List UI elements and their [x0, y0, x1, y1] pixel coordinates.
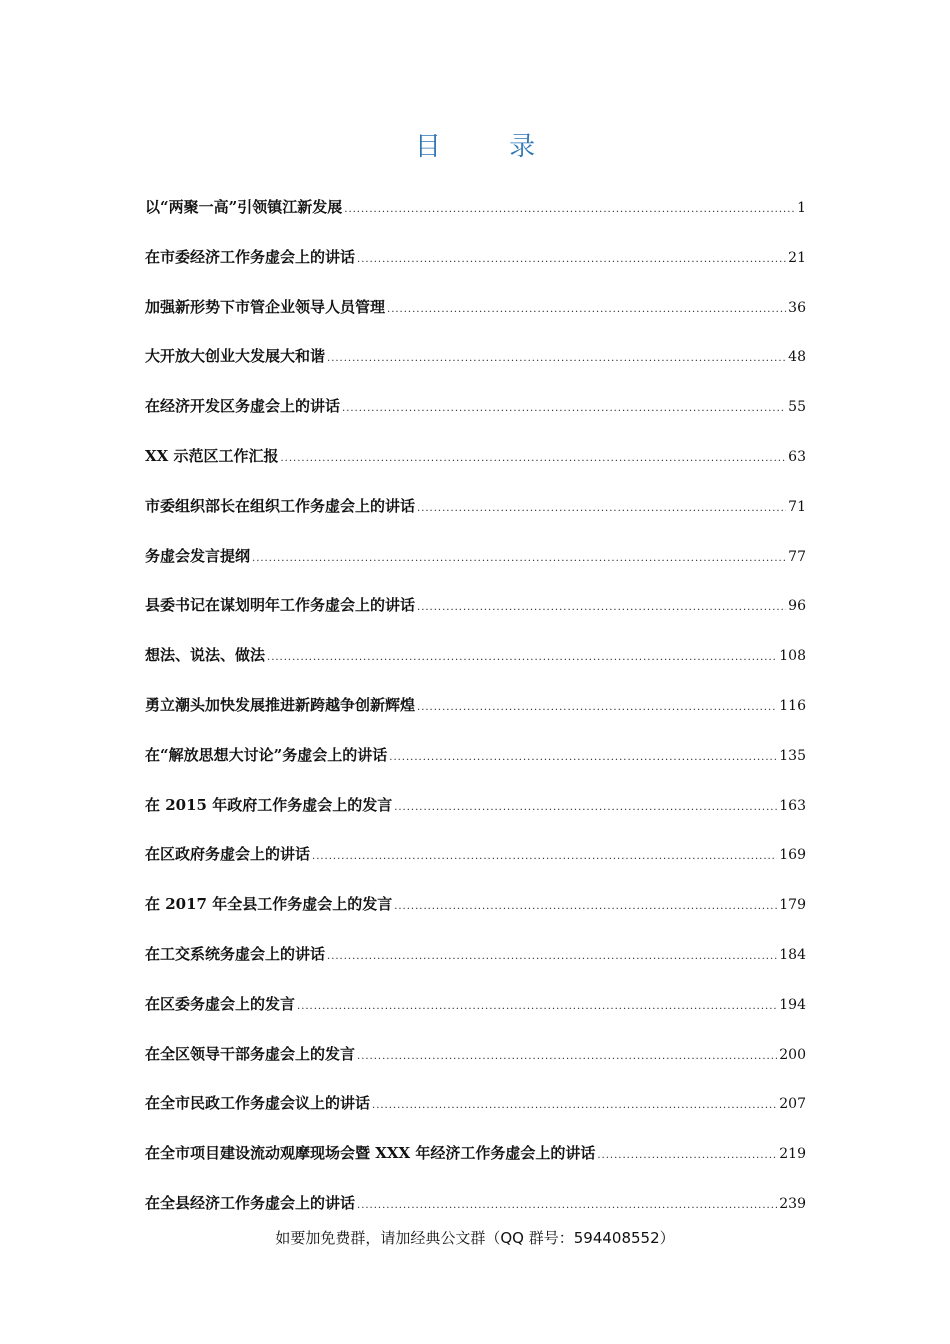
toc-entry-page: 194: [779, 996, 806, 1013]
toc-entry-page: 108: [779, 648, 806, 665]
toc-entry[interactable]: [145, 893, 806, 943]
toc-entry[interactable]: [145, 644, 806, 694]
toc-entry-page: 48: [788, 349, 806, 366]
toc-entry-page: 36: [788, 299, 806, 316]
toc-entry-page: 55: [788, 399, 806, 416]
toc-entry-label: 大开放大创业大发展大和谐: [145, 347, 326, 366]
toc-leader-dots: [281, 453, 787, 464]
toc-leader-dots: [394, 901, 777, 912]
toc-entry-page: 163: [779, 797, 806, 814]
toc-entry[interactable]: [145, 1092, 806, 1142]
toc-entry-label: 在工交系统务虚会上的讲话: [145, 944, 326, 963]
toc-entry-label: 在全区领导干部务虚会上的发言: [145, 1044, 356, 1063]
toc-entry-page: 200: [779, 1046, 806, 1063]
toc-entry-page: 207: [779, 1096, 806, 1113]
toc-entry-page: 63: [788, 448, 806, 465]
toc-leader-dots: [417, 503, 786, 514]
toc-entry-page: 179: [779, 897, 806, 914]
toc-entry[interactable]: [145, 943, 806, 993]
toc-leader-dots: [417, 602, 786, 613]
toc-entry-label: 想法、说法、做法: [145, 646, 266, 665]
toc-entry-page: 184: [779, 946, 806, 963]
toc-entry[interactable]: [145, 246, 806, 296]
toc-entry-label: 在全市项目建设流动观摩现场会暨 XXX 年经济工作务虚会上的讲话: [145, 1144, 596, 1163]
toc-leader-dots: [357, 254, 786, 265]
toc-entry-label: 市委组织部长在组织工作务虚会上的讲话: [145, 496, 416, 515]
toc-leader-dots: [327, 951, 777, 962]
toc-entry-page: 77: [788, 548, 806, 565]
toc-entry-label: XX 示范区工作汇报: [145, 446, 279, 465]
toc-leader-dots: [267, 652, 777, 663]
toc-leader-dots: [394, 802, 777, 813]
toc-entry[interactable]: [145, 1043, 806, 1093]
toc-leader-dots: [342, 403, 786, 414]
toc-entry-page: 135: [779, 747, 806, 764]
toc-title: 目 录: [414, 132, 566, 162]
toc-entry-label: 在区政府务虚会上的讲话: [145, 845, 311, 864]
toc-entry[interactable]: [145, 395, 806, 445]
toc-entry[interactable]: [145, 495, 806, 545]
toc-leader-dots: [372, 1100, 777, 1111]
toc-entry-page: 71: [788, 498, 806, 515]
toc-entry[interactable]: [145, 196, 806, 246]
toc-leader-dots: [387, 304, 786, 315]
toc-entry-label: 在全县经济工作务虚会上的讲话: [145, 1193, 356, 1212]
toc-entry[interactable]: [145, 843, 806, 893]
toc-entry[interactable]: [145, 694, 806, 744]
toc-entry-page: 1: [797, 200, 806, 216]
toc-entry-label: 勇立潮头加快发展推进新跨越争创新辉煌: [145, 695, 416, 714]
toc-entry-page: 169: [779, 847, 806, 864]
toc-leader-dots: [389, 752, 777, 763]
toc-entry[interactable]: [145, 993, 806, 1043]
toc-leader-dots: [344, 204, 795, 215]
toc-entry[interactable]: [145, 445, 806, 495]
toc-entry-page: 21: [788, 249, 806, 266]
toc-entry-label: 县委书记在谋划明年工作务虚会上的讲话: [145, 596, 416, 615]
toc-leader-dots: [297, 1001, 777, 1012]
toc-entry-label: 在“解放思想大讨论”务虚会上的讲话: [145, 745, 388, 764]
toc-entry[interactable]: [145, 794, 806, 844]
toc-leader-dots: [327, 353, 786, 364]
toc-entry[interactable]: [145, 545, 806, 595]
toc-leader-dots: [597, 1150, 777, 1161]
toc-entry-label: 在市委经济工作务虚会上的讲话: [145, 247, 356, 266]
toc-entry-label: 在经济开发区务虚会上的讲话: [145, 397, 341, 416]
toc-leader-dots: [252, 553, 786, 564]
toc-entry-page: 239: [779, 1195, 806, 1212]
toc-entry[interactable]: [145, 594, 806, 644]
toc-entry-label: 在 2015 年政府工作务虚会上的发言: [145, 795, 393, 814]
toc-entry-label: 在全市民政工作务虚会议上的讲话: [145, 1094, 371, 1113]
toc-entry-label: 加强新形势下市管企业领导人员管理: [145, 297, 386, 316]
toc-leader-dots: [417, 702, 777, 713]
toc-entry-label: 在区委务虚会上的发言: [145, 994, 296, 1013]
toc-entry[interactable]: [145, 296, 806, 346]
toc-entry-label: 在 2017 年全县工作务虚会上的发言: [145, 895, 393, 914]
footer-note: 如要加免费群，请加经典公文群（QQ 群号：594408552）: [275, 1229, 675, 1247]
toc-entry[interactable]: [145, 345, 806, 395]
toc-entry-label: 以“两聚一高”引领镇江新发展: [145, 198, 343, 216]
toc-leader-dots: [357, 1200, 777, 1211]
toc-entry-page: 219: [779, 1146, 806, 1163]
toc-entry-page: 96: [788, 598, 806, 615]
toc-entry-label: 务虚会发言提纲: [145, 546, 251, 565]
toc-entry[interactable]: [145, 1142, 806, 1192]
toc-leader-dots: [357, 1051, 777, 1062]
toc-entry-page: 116: [779, 697, 806, 714]
table-of-contents: [145, 196, 806, 1242]
toc-leader-dots: [312, 851, 777, 862]
toc-entry[interactable]: [145, 744, 806, 794]
